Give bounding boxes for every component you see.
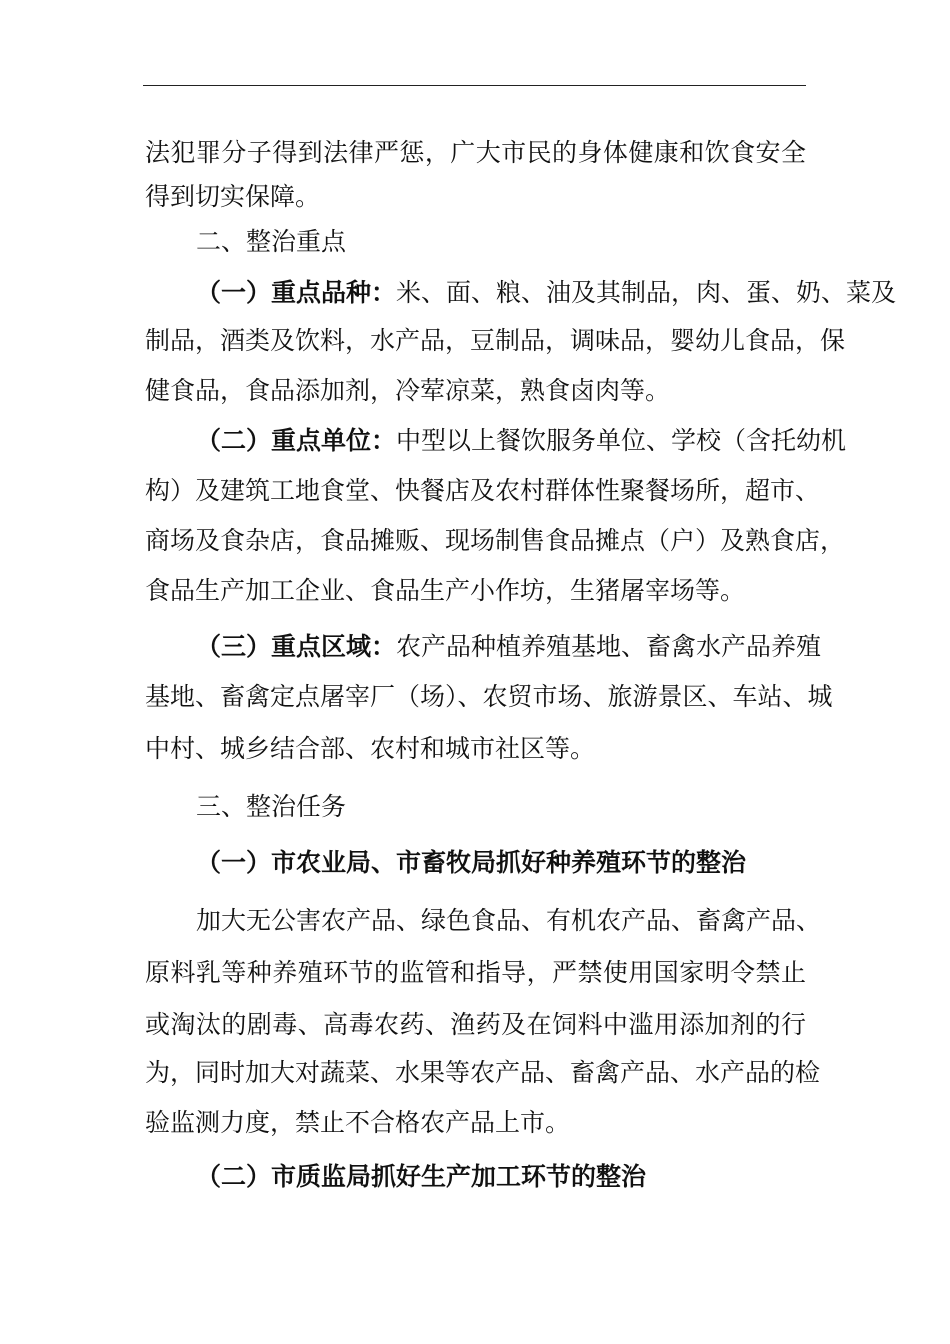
body-line: 食品生产加工企业、食品生产小作坊，生猪屠宰场等。 xyxy=(145,576,746,605)
paragraph-first-line: 加大无公害农产品、绿色食品、有机农产品、畜禽产品、 xyxy=(196,906,822,935)
item-text: 米、面、粮、油及其制品，肉、蛋、奶、菜及 xyxy=(396,278,897,307)
body-line: 原料乳等种养殖环节的监管和指导，严禁使用国家明令禁止 xyxy=(145,958,806,987)
body-line: 商场及食杂店，食品摊贩、现场制售食品摊点（户）及熟食店， xyxy=(145,526,846,555)
section-heading: 二、整治重点 xyxy=(196,227,347,256)
subsection-heading: （一）市农业局、市畜牧局抓好种养殖环节的整治 xyxy=(196,848,747,877)
paragraph-first-line xyxy=(196,426,847,456)
body-line: 健食品，食品添加剂，冷荤凉菜，熟食卤肉等。 xyxy=(145,376,671,405)
item-label: （一）重点品种： xyxy=(196,278,397,307)
item-text: 中型以上餐饮服务单位、学校（含托幼机 xyxy=(396,426,847,455)
body-line: 中村、城乡结合部、农村和城市社区等。 xyxy=(145,734,596,763)
item-label: （三）重点区域： xyxy=(196,632,397,661)
body-line: 得到切实保障。 xyxy=(145,182,321,211)
paragraph-first-line xyxy=(196,632,822,662)
body-line: 构）及建筑工地食堂、快餐店及农村群体性聚餐场所，超市、 xyxy=(145,476,821,505)
paragraph-first-line xyxy=(196,278,897,308)
subsection-heading: （二）市质监局抓好生产加工环节的整治 xyxy=(196,1162,647,1191)
item-label: （二）重点单位： xyxy=(196,426,397,455)
header-rule xyxy=(143,85,806,86)
body-line: 为，同时加大对蔬菜、水果等农产品、畜禽产品、水产品的检 xyxy=(145,1058,821,1087)
body-line: 制品，酒类及饮料，水产品，豆制品，调味品，婴幼儿食品，保 xyxy=(145,326,846,355)
item-text: 农产品种植养殖基地、畜禽水产品养殖 xyxy=(396,632,822,661)
body-line: 法犯罪分子得到法律严惩，广大市民的身体健康和饮食安全 xyxy=(145,138,806,167)
section-heading: 三、整治任务 xyxy=(196,792,347,821)
body-line: 验监测力度，禁止不合格农产品上市。 xyxy=(145,1108,571,1137)
body-line: 基地、畜禽定点屠宰厂（场）、农贸市场、旅游景区、车站、城 xyxy=(145,682,833,711)
body-line: 或淘汰的剧毒、高毒农药、渔药及在饲料中滥用添加剂的行 xyxy=(145,1010,806,1039)
